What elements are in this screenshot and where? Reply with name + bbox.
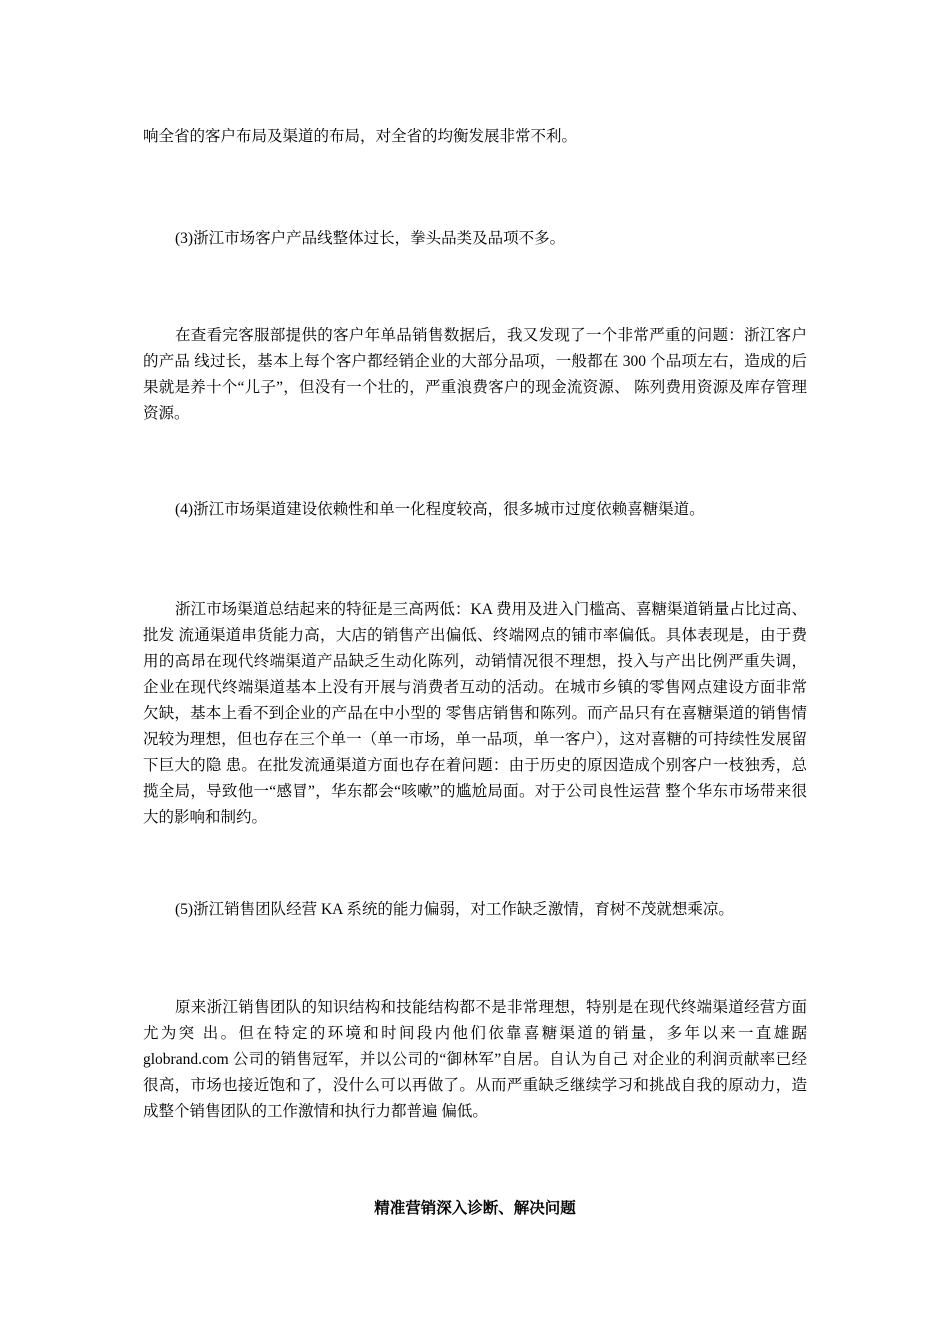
paragraph-point-5-detail: 原来浙江销售团队的知识结构和技能结构都不是非常理想，特别是在现代终端渠道经营方面尤为突 出。但在特定的环境和时间段内他们依靠喜糖渠道的销量，多年以来一直雄踞 globrand.com 公司的销售冠军，并以公司的“御林军”自居。自认为自己 对企业的利润贡献率已经很高，市场也接近饱和了，没什么可以再做了。从而严重缺乏继续学习和挑战自我的原动力，造成整个销售团队的工作激情和执行力都普遍 偏低。: [143, 999, 807, 1120]
paragraph-point-3-detail: 在查看完客服部提供的客户年单品销售数据后，我又发现了一个非常严重的问题：浙江客户的产品 线过长，基本上每个客户都经销企业的大部分品项，一般都在 300 个品项左右，造成的后果就是养十个“儿子”，但没有一个壮的，严重浪费客户的现金流资源、 陈列费用资源及库存管理资源。: [143, 327, 807, 422]
paragraph-point-4-detail: 浙江市场渠道总结起来的特征是三高两低：KA 费用及进入门槛高、喜糖渠道销量占比过高、批发 流通渠道串货能力高，大店的销售产出偏低、终端网点的铺市率偏低。具体表现是，由于费用的高昂在现代终端渠道产品缺乏生动化陈列，动销情况很不理想，投入与产出比例严重失调，企业在现代终端渠道基本上没有开展与消费者互动的活动。在城市乡镇的零售网点建设方面非常欠缺，基本上看不到企业的产品在中小型的 零售店销售和陈列。而产品只有在喜糖渠道的销售情况较为理想，但也存在三个单一（单一市场，单一品项，单一客户），这对喜糖的可持续性发展留下巨大的隐 患。在批发流通渠道方面也存在着问题：由于历史的原因造成个别客户一枝独秀，总揽全局，导致他一“感冒”，华东都会“咳嗽”的尴尬局面。对于公司良性运营 整个华东市场带来很大的影响和制约。: [143, 601, 807, 826]
point-5-heading: (5)浙江销售团队经营 KA 系统的能力偏弱，对工作缺乏激情，育树不茂就想乘凉。: [175, 901, 734, 918]
section-heading: 精准营销深入诊断、解决问题: [374, 1200, 576, 1217]
point-3-heading: (3)浙江市场客户产品线整体过长，拳头品类及品项不多。: [175, 230, 566, 247]
paragraph-continuation: 响全省的客户布局及渠道的布局，对全省的均衡发展非常不利。: [143, 128, 578, 145]
point-4-heading: (4)浙江市场渠道建设依赖性和单一化程度较高，很多城市过度依赖喜糖渠道。: [175, 501, 705, 518]
